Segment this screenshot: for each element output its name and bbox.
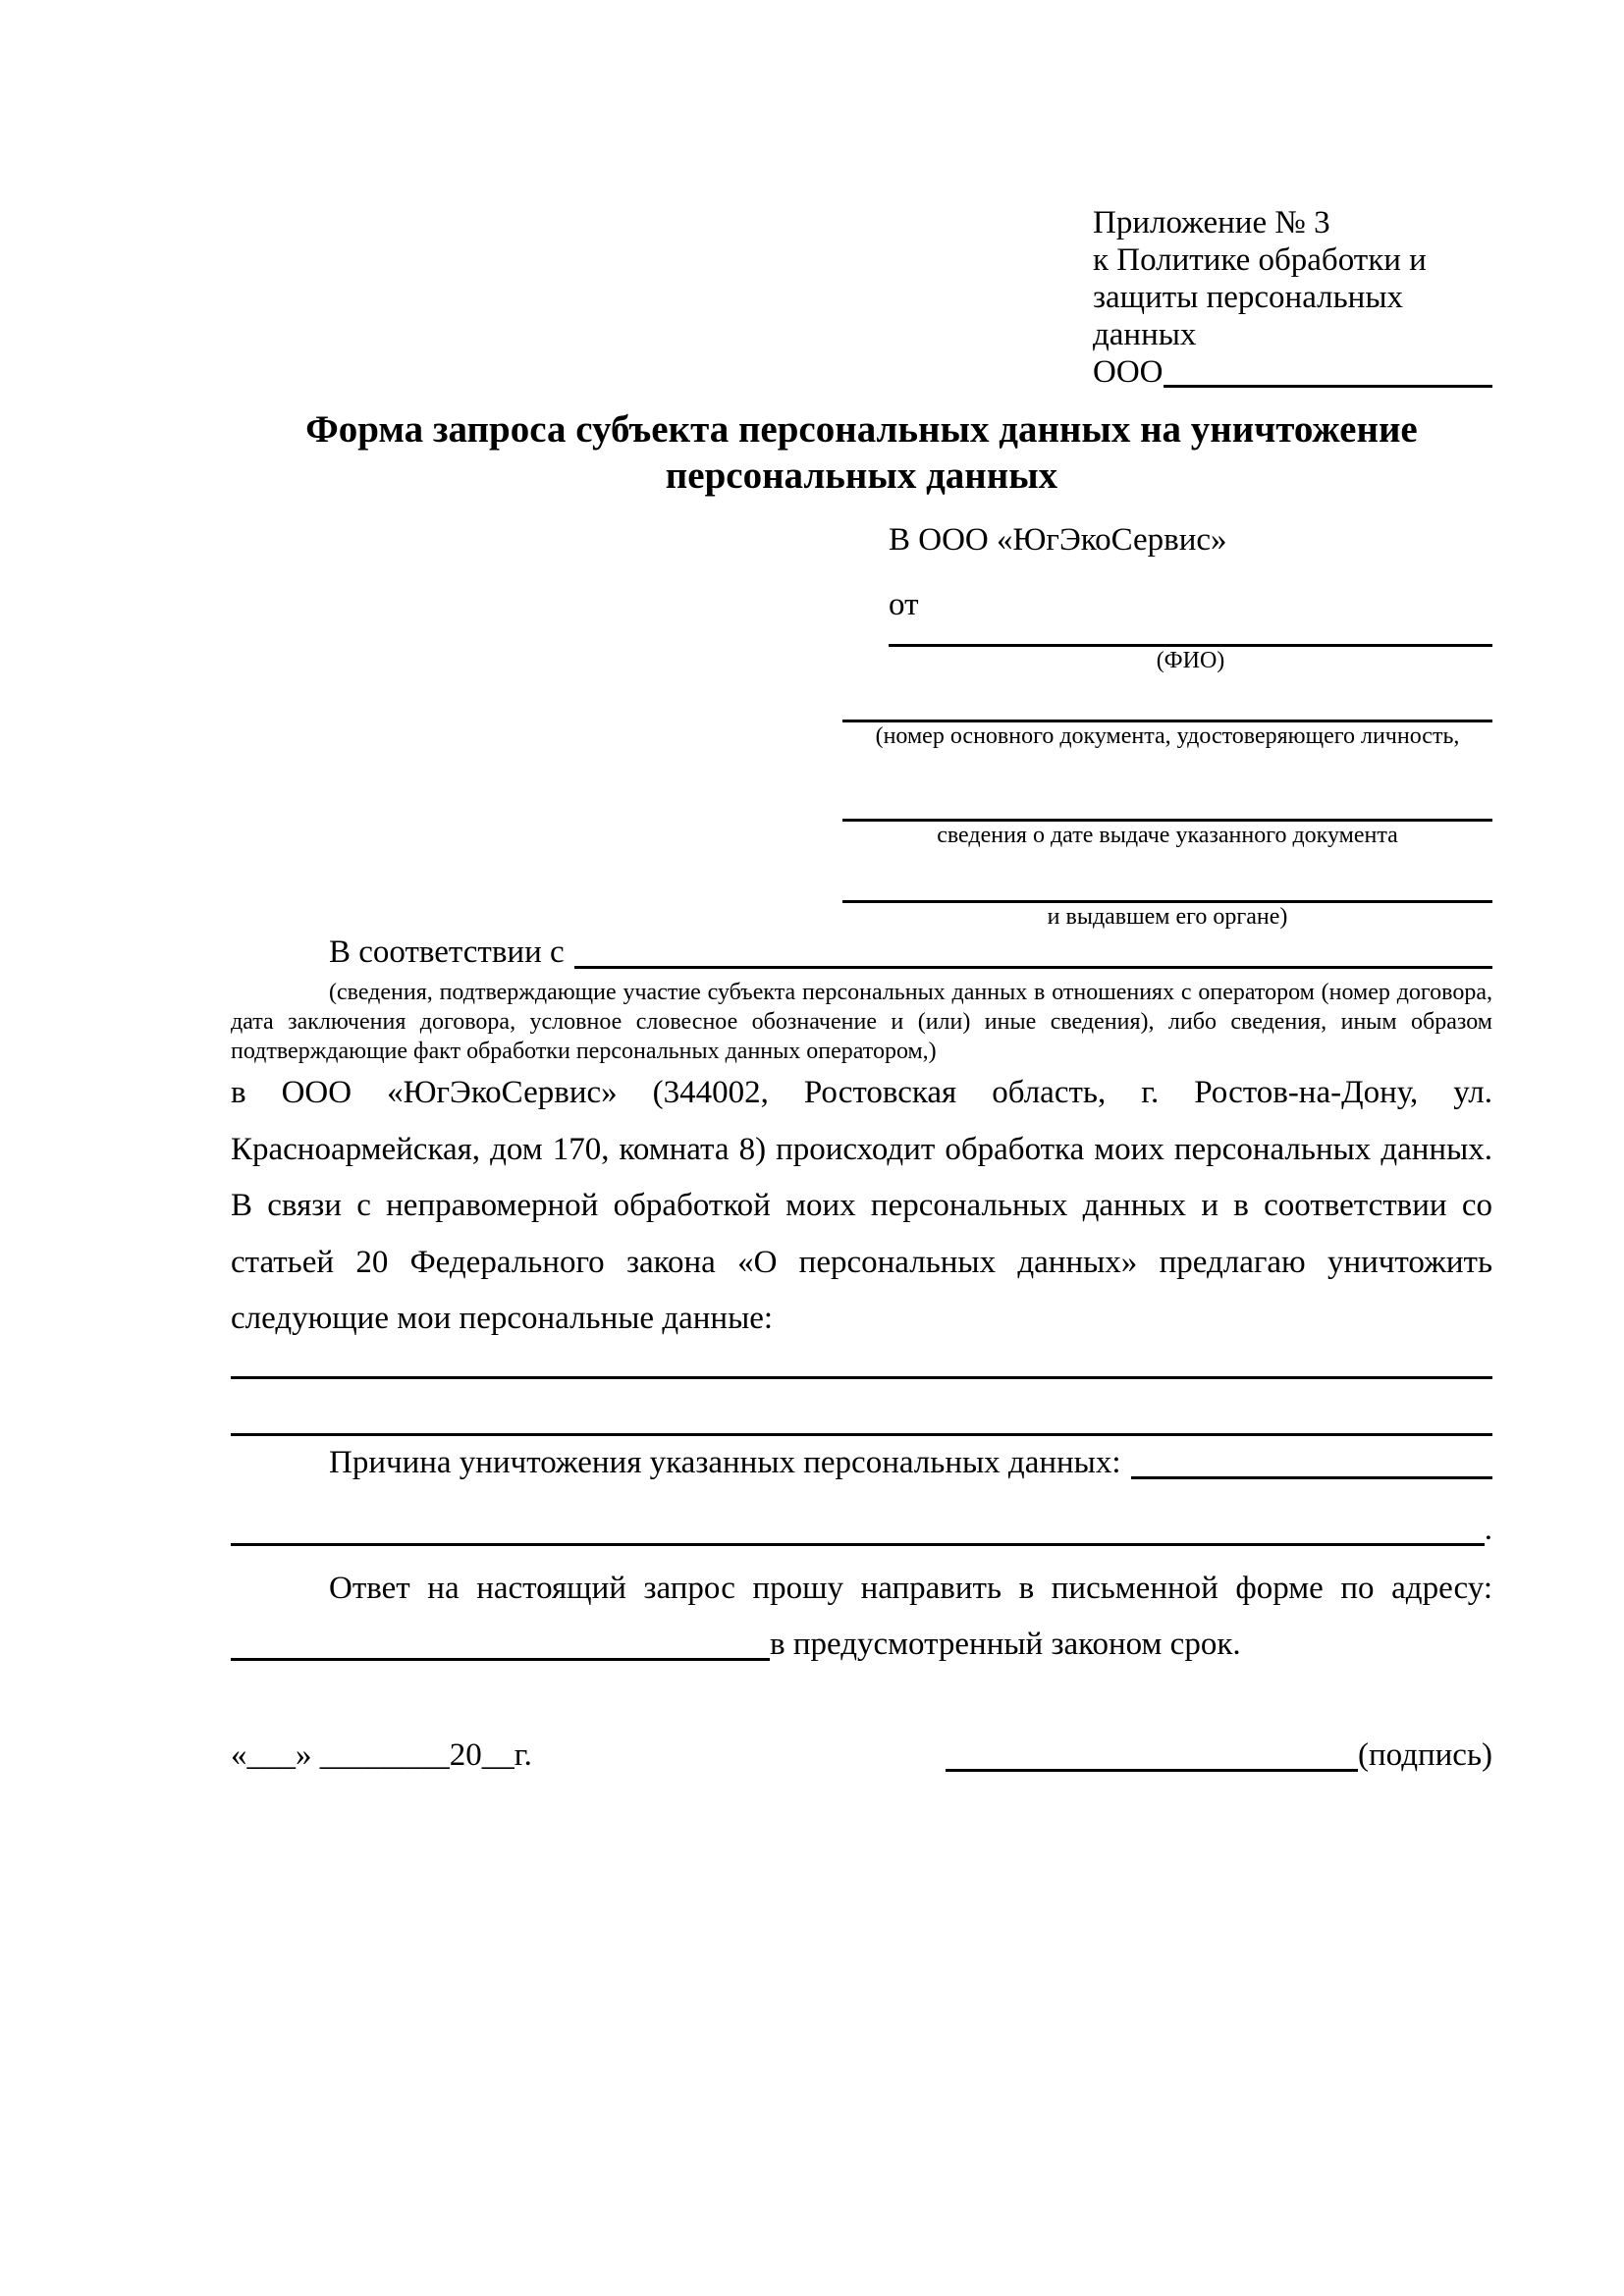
ooo-blank-line: [1164, 385, 1493, 388]
addressee-to: В ООО «ЮгЭкоСервис»: [889, 522, 1227, 558]
response-after-blank: в предусмотренный законом срок.: [770, 1627, 1241, 1662]
fio-field: [889, 644, 1492, 674]
reason-label: Причина уничтожения указанных персональных данных:: [329, 1445, 1121, 1480]
body-paragraph: в ООО «ЮгЭкоСервис» (344002, Ростовская область, г. Ростов-на-Дону, ул. Красноармейская, дом 170, комната 8) происходит обработка моих персональных данных. В связи с неправомерной обработкой моих персональных данных и в соответствии со статьей 20 Федерального закона «О персональных данных» предлагаю уничтожить следующие мои персональные данные:: [231, 1075, 1492, 1336]
ooo-label: ООО: [1093, 354, 1164, 390]
address-blank-line: [231, 1658, 770, 1661]
header-line-3: защиты персональных данных: [1093, 280, 1403, 352]
date-line: «___» ________20__г.: [231, 1737, 532, 1773]
accordance-blank-line: [574, 966, 1492, 969]
signature-caption: (подпись): [1358, 1737, 1492, 1773]
reason-blank-line: [1131, 1476, 1492, 1479]
response-paragraph: Ответ на настоящий запрос прошу направить в письменной форме по адресу:: [329, 1571, 1492, 1606]
header-ooo-row: [1093, 353, 1492, 391]
accordance-row: [231, 933, 1492, 972]
page-title: Форма запроса субъекта персональных данных на уничтожение персональных данных: [305, 408, 1418, 497]
issuing-authority-caption: и выдавшем его органе): [1047, 904, 1288, 930]
addressee-from-label: от: [889, 587, 919, 622]
response-address-row: [231, 1625, 1492, 1664]
document-number-caption: (номер основного документа, удостоверяющего личность,: [875, 723, 1460, 749]
fio-caption: (ФИО): [1156, 648, 1225, 673]
signature-blank-line: [946, 1769, 1358, 1772]
reason-continuation-row: [231, 1510, 1492, 1549]
footer-row: [231, 1735, 1492, 1775]
accordance-caption: (сведения, подтверждающие участие субъекта персональных данных в отношениях с оператором (номер договора, дата заключения договора, условное словесное обозначение и (или) иные сведения), либо сведения, иным образом подтверждающие факт обработки персональных данных оператором,): [231, 980, 1492, 1064]
header-annotation: [1093, 204, 1492, 391]
personal-data-blank-line-1: [231, 1347, 1492, 1379]
signature-group: [946, 1735, 1492, 1775]
header-line-2: к Политике обработки и: [1093, 242, 1427, 278]
issue-date-caption: сведения о дате выдаче указанного документа: [937, 823, 1398, 848]
header-line-1: Приложение № 3: [1093, 205, 1330, 240]
issuing-authority-field: [842, 900, 1492, 931]
personal-data-blank-line-2: [231, 1404, 1492, 1436]
reason-row: [231, 1443, 1492, 1482]
accordance-lead: В соответствии с: [329, 934, 565, 970]
document-number-field: [842, 720, 1492, 750]
addressee-block: [842, 520, 1492, 931]
reason-line-terminator: .: [1484, 1512, 1492, 1547]
reason-blank-line-2: [231, 1543, 1485, 1546]
issue-date-field: [842, 819, 1492, 849]
